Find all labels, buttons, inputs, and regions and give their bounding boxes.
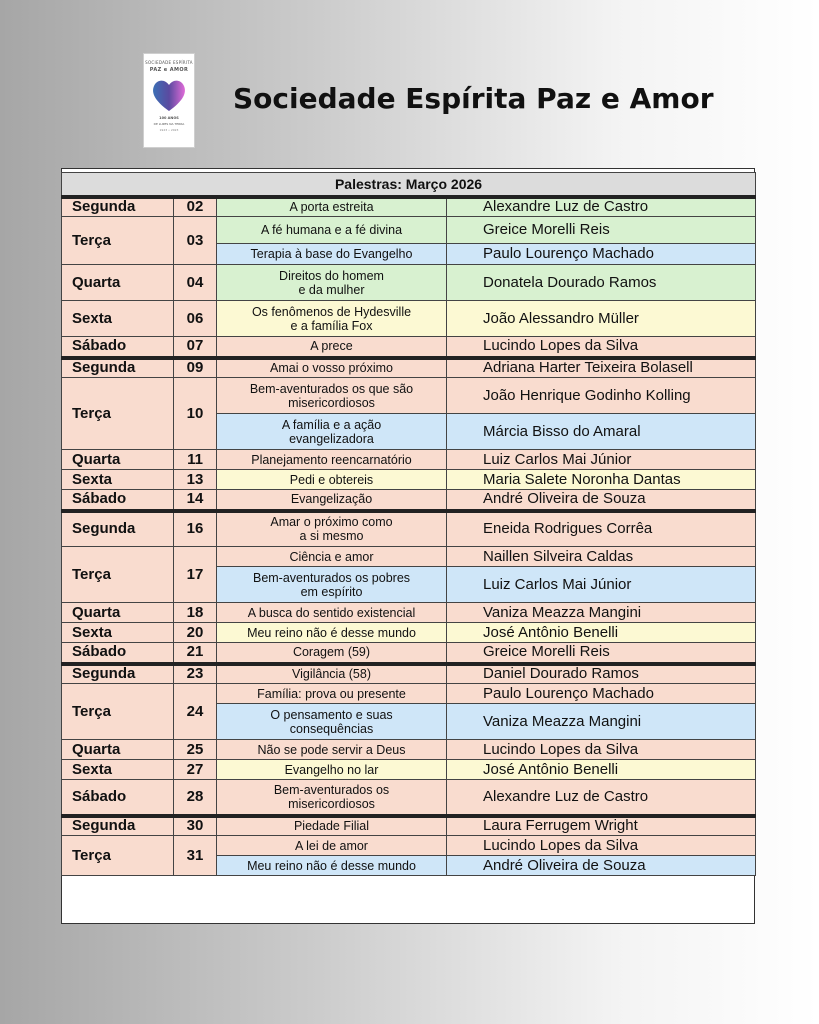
day-cell: Sexta <box>62 760 174 780</box>
day-cell: Segunda <box>62 511 174 547</box>
logo-line-3: 100 ANOS <box>159 116 179 120</box>
speaker-cell: Paulo Lourenço Machado <box>447 684 756 704</box>
speaker-cell: Luiz Carlos Mai Júnior <box>447 567 756 603</box>
day-cell: Sábado <box>62 490 174 511</box>
day-cell: Quarta <box>62 740 174 760</box>
date-cell: 16 <box>174 511 217 547</box>
schedule-table <box>61 172 756 876</box>
topic-cell: Evangelho no lar <box>217 760 447 780</box>
speaker-cell: José Antônio Benelli <box>447 760 756 780</box>
schedule-header-row <box>62 173 756 197</box>
speaker-cell: Vaniza Meazza Mangini <box>447 603 756 623</box>
topic-cell: Ciência e amor <box>217 547 447 567</box>
day-cell: Quarta <box>62 450 174 470</box>
speaker-cell: Lucindo Lopes da Silva <box>447 740 756 760</box>
table-row <box>62 217 756 244</box>
day-cell: Segunda <box>62 816 174 836</box>
date-cell: 27 <box>174 760 217 780</box>
topic-cell: Meu reino não é desse mundo <box>217 623 447 643</box>
date-cell: 02 <box>174 197 217 217</box>
day-cell: Segunda <box>62 197 174 217</box>
day-cell: Segunda <box>62 664 174 684</box>
topic-cell: A família e a ação evangelizadora <box>217 414 447 450</box>
speaker-cell: José Antônio Benelli <box>447 623 756 643</box>
table-row <box>62 643 756 664</box>
topic-cell: Meu reino não é desse mundo <box>217 856 447 876</box>
table-row <box>62 378 756 414</box>
topic-cell: Não se pode servir a Deus <box>217 740 447 760</box>
topic-cell: A fé humana e a fé divina <box>217 217 447 244</box>
table-row <box>62 780 756 816</box>
topic-cell: Bem-aventurados os pobres em espírito <box>217 567 447 603</box>
topic-cell: Terapia à base do Evangelho <box>217 244 447 265</box>
heart-logo-icon <box>150 76 188 114</box>
topic-cell: A lei de amor <box>217 836 447 856</box>
topic-cell: Bem-aventurados os misericordiosos <box>217 780 447 816</box>
speaker-cell: Greice Morelli Reis <box>447 643 756 664</box>
speaker-cell: André Oliveira de Souza <box>447 856 756 876</box>
speaker-cell: Laura Ferrugem Wright <box>447 816 756 836</box>
speaker-cell: Adriana Harter Teixeira Bolasell <box>447 358 756 378</box>
speaker-cell: Naillen Silveira Caldas <box>447 547 756 567</box>
topic-cell: Pedi e obtereis <box>217 470 447 490</box>
day-cell: Sexta <box>62 470 174 490</box>
speaker-cell: Eneida Rodrigues Corrêa <box>447 511 756 547</box>
day-cell: Terça <box>62 378 174 450</box>
topic-cell: Amai o vosso próximo <box>217 358 447 378</box>
speaker-cell: Daniel Dourado Ramos <box>447 664 756 684</box>
topic-cell: A prece <box>217 337 447 358</box>
date-cell: 10 <box>174 378 217 450</box>
date-cell: 14 <box>174 490 217 511</box>
table-row <box>62 740 756 760</box>
topic-cell: Coragem (59) <box>217 643 447 664</box>
date-cell: 31 <box>174 836 217 876</box>
day-cell: Segunda <box>62 358 174 378</box>
speaker-cell: André Oliveira de Souza <box>447 490 756 511</box>
date-cell: 30 <box>174 816 217 836</box>
date-cell: 25 <box>174 740 217 760</box>
speaker-cell: Donatela Dourado Ramos <box>447 265 756 301</box>
speaker-cell: João Alessandro Müller <box>447 301 756 337</box>
page-title: Sociedade Espírita Paz e Amor <box>233 82 714 115</box>
logo-line-1: SOCIEDADE ESPÍRITA <box>145 60 193 65</box>
table-row <box>62 197 756 217</box>
speaker-cell: João Henrique Godinho Kolling <box>447 378 756 414</box>
table-row <box>62 547 756 567</box>
date-cell: 18 <box>174 603 217 623</box>
speaker-cell: Alexandre Luz de Castro <box>447 197 756 217</box>
speaker-cell: Luiz Carlos Mai Júnior <box>447 450 756 470</box>
table-row <box>62 511 756 547</box>
speaker-cell: Lucindo Lopes da Silva <box>447 337 756 358</box>
day-cell: Terça <box>62 547 174 603</box>
topic-cell: Família: prova ou presente <box>217 684 447 704</box>
date-cell: 20 <box>174 623 217 643</box>
date-cell: 13 <box>174 470 217 490</box>
date-cell: 03 <box>174 217 217 265</box>
date-cell: 04 <box>174 265 217 301</box>
day-cell: Terça <box>62 684 174 740</box>
table-row <box>62 816 756 836</box>
day-cell: Sábado <box>62 780 174 816</box>
day-cell: Sábado <box>62 337 174 358</box>
speaker-cell: Vaniza Meazza Mangini <box>447 704 756 740</box>
date-cell: 09 <box>174 358 217 378</box>
speaker-cell: Alexandre Luz de Castro <box>447 780 756 816</box>
table-row <box>62 265 756 301</box>
day-cell: Terça <box>62 836 174 876</box>
speaker-cell: Greice Morelli Reis <box>447 217 756 244</box>
table-row <box>62 664 756 684</box>
table-row <box>62 490 756 511</box>
topic-cell: O pensamento e suas consequências <box>217 704 447 740</box>
table-row <box>62 760 756 780</box>
topic-cell: A porta estreita <box>217 197 447 217</box>
topic-cell: Os fenômenos de Hydesville e a família Fox <box>217 301 447 337</box>
day-cell: Quarta <box>62 265 174 301</box>
logo <box>143 53 195 148</box>
date-cell: 23 <box>174 664 217 684</box>
day-cell: Quarta <box>62 603 174 623</box>
logo-line-5: 1923 • 2023 <box>159 128 179 132</box>
topic-cell: Piedade Filial <box>217 816 447 836</box>
logo-line-4: DE LUZES NA TERRA <box>153 122 185 126</box>
topic-cell: Evangelização <box>217 490 447 511</box>
topic-cell: Amar o próximo como a si mesmo <box>217 511 447 547</box>
topic-cell: Vigilância (58) <box>217 664 447 684</box>
date-cell: 11 <box>174 450 217 470</box>
date-cell: 28 <box>174 780 217 816</box>
date-cell: 17 <box>174 547 217 603</box>
table-row <box>62 603 756 623</box>
table-row <box>62 337 756 358</box>
day-cell: Terça <box>62 217 174 265</box>
day-cell: Sexta <box>62 623 174 643</box>
table-row <box>62 450 756 470</box>
topic-cell: A busca do sentido existencial <box>217 603 447 623</box>
day-cell: Sábado <box>62 643 174 664</box>
table-row <box>62 301 756 337</box>
table-row <box>62 836 756 856</box>
table-row <box>62 623 756 643</box>
date-cell: 24 <box>174 684 217 740</box>
speaker-cell: Lucindo Lopes da Silva <box>447 836 756 856</box>
date-cell: 21 <box>174 643 217 664</box>
table-row <box>62 684 756 704</box>
speaker-cell: Maria Salete Noronha Dantas <box>447 470 756 490</box>
topic-cell: Bem-aventurados os que são misericordiosos <box>217 378 447 414</box>
day-cell: Sexta <box>62 301 174 337</box>
date-cell: 07 <box>174 337 217 358</box>
schedule-header: Palestras: Março 2026 <box>62 173 756 197</box>
topic-cell: Planejamento reencarnatório <box>217 450 447 470</box>
date-cell: 06 <box>174 301 217 337</box>
table-row <box>62 470 756 490</box>
speaker-cell: Paulo Lourenço Machado <box>447 244 756 265</box>
logo-line-2: PAZ e AMOR <box>149 67 189 73</box>
speaker-cell: Márcia Bisso do Amaral <box>447 414 756 450</box>
table-row <box>62 358 756 378</box>
topic-cell: Direitos do homem e da mulher <box>217 265 447 301</box>
